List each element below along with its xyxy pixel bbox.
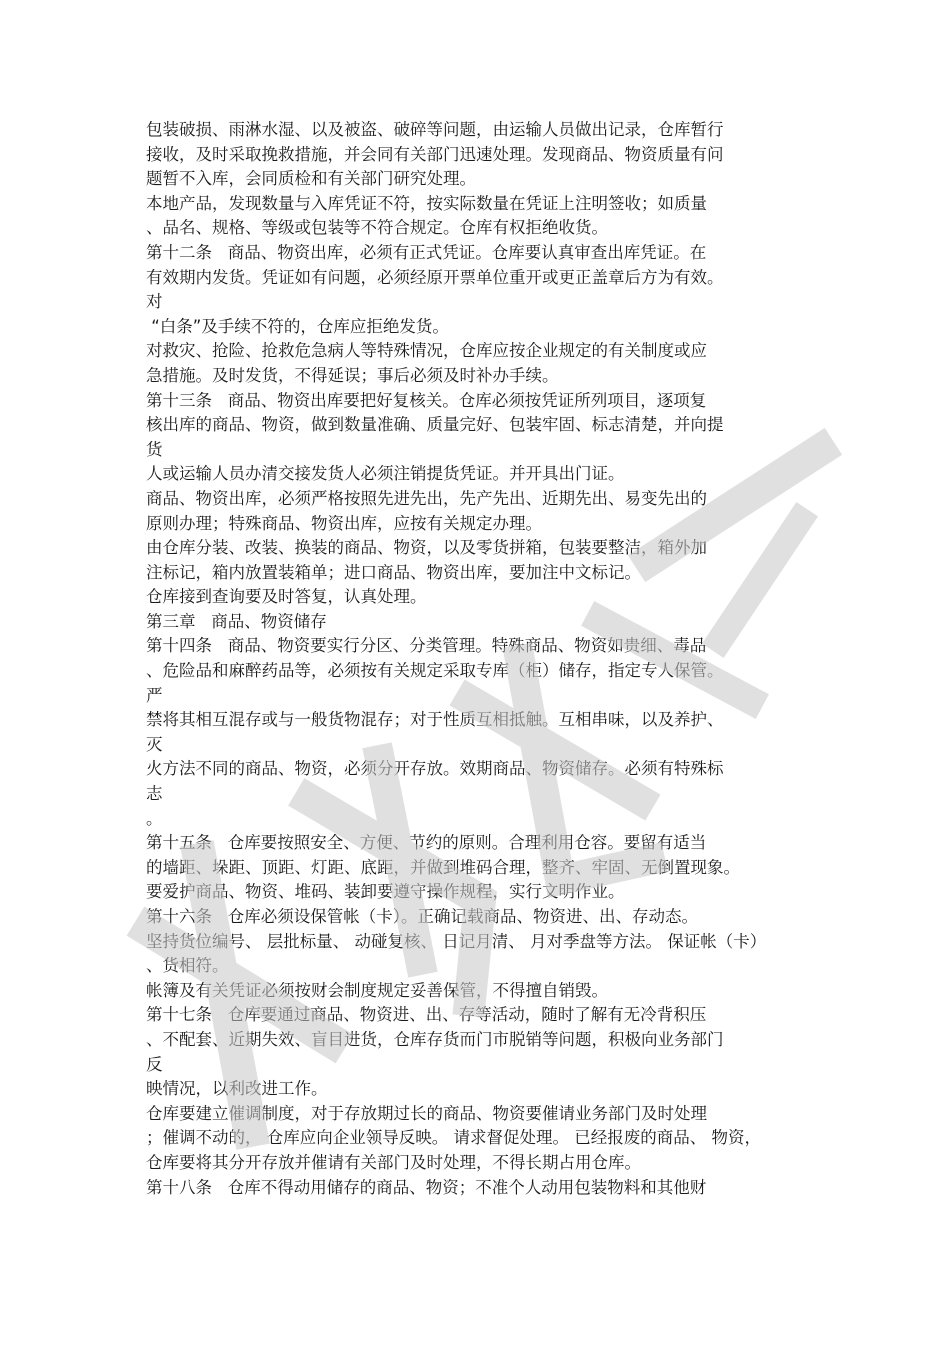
text-line: ；催调不动的， 仓库应向企业领导反映。 请求督促处理。 已经报废的商品、 物资， (146, 1128, 761, 1148)
document-body (146, 118, 846, 1200)
text-line: 对救灾、抢险、抢救危急病人等特殊情况，仓库应按企业规定的有关制度或应 (146, 341, 707, 361)
text-line: 。 (146, 808, 163, 828)
text-line: 禁将其相互混存或与一般货物混存；对于性质互相抵触。互相串味，以及养护、 (146, 710, 724, 730)
text-line: “白条”及手续不符的，仓库应拒绝发货。 (146, 316, 449, 336)
text-line: 核出库的商品、物资，做到数量准确、质量完好、包装牢固、标志清楚，并向提 (146, 415, 724, 435)
text-line: 本地产品，发现数量与入库凭证不符，按实际数量在凭证上注明签收；如质量 (146, 193, 707, 213)
text-line: 第三章 商品、物资储存 (146, 611, 327, 631)
text-line: 货 (146, 439, 163, 459)
text-line: 严 (146, 685, 163, 705)
text-line: 包装破损、雨淋水湿、以及被盗、破碎等问题，由运输人员做出记录，仓库暂行 (146, 120, 724, 139)
text-line: 、货相符。 (146, 956, 229, 976)
text-line: 急措施。及时发货，不得延误；事后必须及时补办手续。 (146, 365, 559, 385)
text-line: 灭 (146, 734, 163, 754)
text-line: 火方法不同的商品、物资，必须分开存放。效期商品、物资储存。必须有特殊标 (146, 759, 724, 779)
text-line: 对 (146, 292, 163, 312)
text-line: 注标记，箱内放置装箱单；进口商品、物资出库，要加注中文标记。 (146, 562, 641, 582)
text-line: 帐簿及有关凭证必须按财会制度规定妥善保管，不得擅自销毁。 (146, 980, 608, 1000)
text-line: 第十三条 商品、物资出库要把好复核关。仓库必须按凭证所列项目，逐项复 (146, 390, 707, 410)
text-line: 、危险品和麻醉药品等，必须按有关规定采取专库（柜）储存，指定专人保管。 (146, 661, 724, 681)
text-line: 志 (146, 784, 163, 804)
text-line: 第十二条 商品、物资出库，必须有正式凭证。仓库要认真审查出库凭证。在 (146, 242, 707, 262)
text-line: 、不配套、近期失效、盲目进货，仓库存货而门市脱销等问题，积极向业务部门 (146, 1029, 724, 1049)
text-line: 仓库要建立催调制度，对于存放期过长的商品、物资要催请业务部门及时处理 (146, 1103, 707, 1123)
text-line: 要爱护商品、物资、堆码、装卸要遵守操作规程，实行文明作业。 (146, 882, 625, 902)
text-line: 第十七条 仓库要通过商品、物资进、出、存等活动，随时了解有无冷背积压 (146, 1005, 707, 1025)
text-line: 原则办理；特殊商品、物资出库，应按有关规定办理。 (146, 513, 542, 533)
text-line: 第十四条 商品、物资要实行分区、分类管理。特殊商品、物资如贵细、毒品 (146, 636, 707, 656)
text-line: 有效期内发货。凭证如有问题，必须经原开票单位重开或更正盖章后方为有效。 (146, 267, 724, 287)
text-line: 由仓库分装、改装、换装的商品、物资，以及零货拼箱，包装要整洁，箱外加 (146, 538, 707, 558)
text-line: 人或运输人员办清交接发货人必须注销提货凭证。并开具出门证。 (146, 464, 625, 484)
text-line: 反 (146, 1054, 163, 1074)
text-line: 映情况，以利改进工作。 (146, 1079, 328, 1099)
text-line: 、品名、规格、等级或包装等不符合规定。仓库有权拒绝收货。 (146, 218, 608, 238)
text-line: 第十五条 仓库要按照安全、方便、节约的原则。合理利用仓容。要留有适当 (146, 833, 707, 853)
text-line: 题暂不入库，会同质检和有关部门研究处理。 (146, 169, 476, 189)
text-line: 商品、物资出库，必须严格按照先进先出，先产先出、近期先出、易变先出的 (146, 488, 707, 508)
text-line: 接收，及时采取挽救措施，并会同有关部门迅速处理。发现商品、物资质量有问 (146, 144, 724, 164)
text-line: 仓库要将其分开存放并催请有关部门及时处理，不得长期占用仓库。 (146, 1152, 641, 1172)
text-line: 仓库接到查询要及时答复，认真处理。 (146, 587, 427, 607)
text-line: 第十八条 仓库不得动用储存的商品、物资；不准个人动用包装物料和其他财 (146, 1177, 707, 1197)
text-line: 第十六条 仓库必须设保管帐（卡）。正确记载商品、物资进、出、存动态。 (146, 907, 698, 926)
text-line: 的墙距、垛距、顶距、灯距、底距，并做到堆码合理，整齐、牢固、无倒置现象。 (146, 857, 740, 877)
text-line: 坚持货位编号、 层批标量、 动碰复核、 日记月清、 月对季盘等方法。 保证帐（卡） (146, 931, 767, 951)
